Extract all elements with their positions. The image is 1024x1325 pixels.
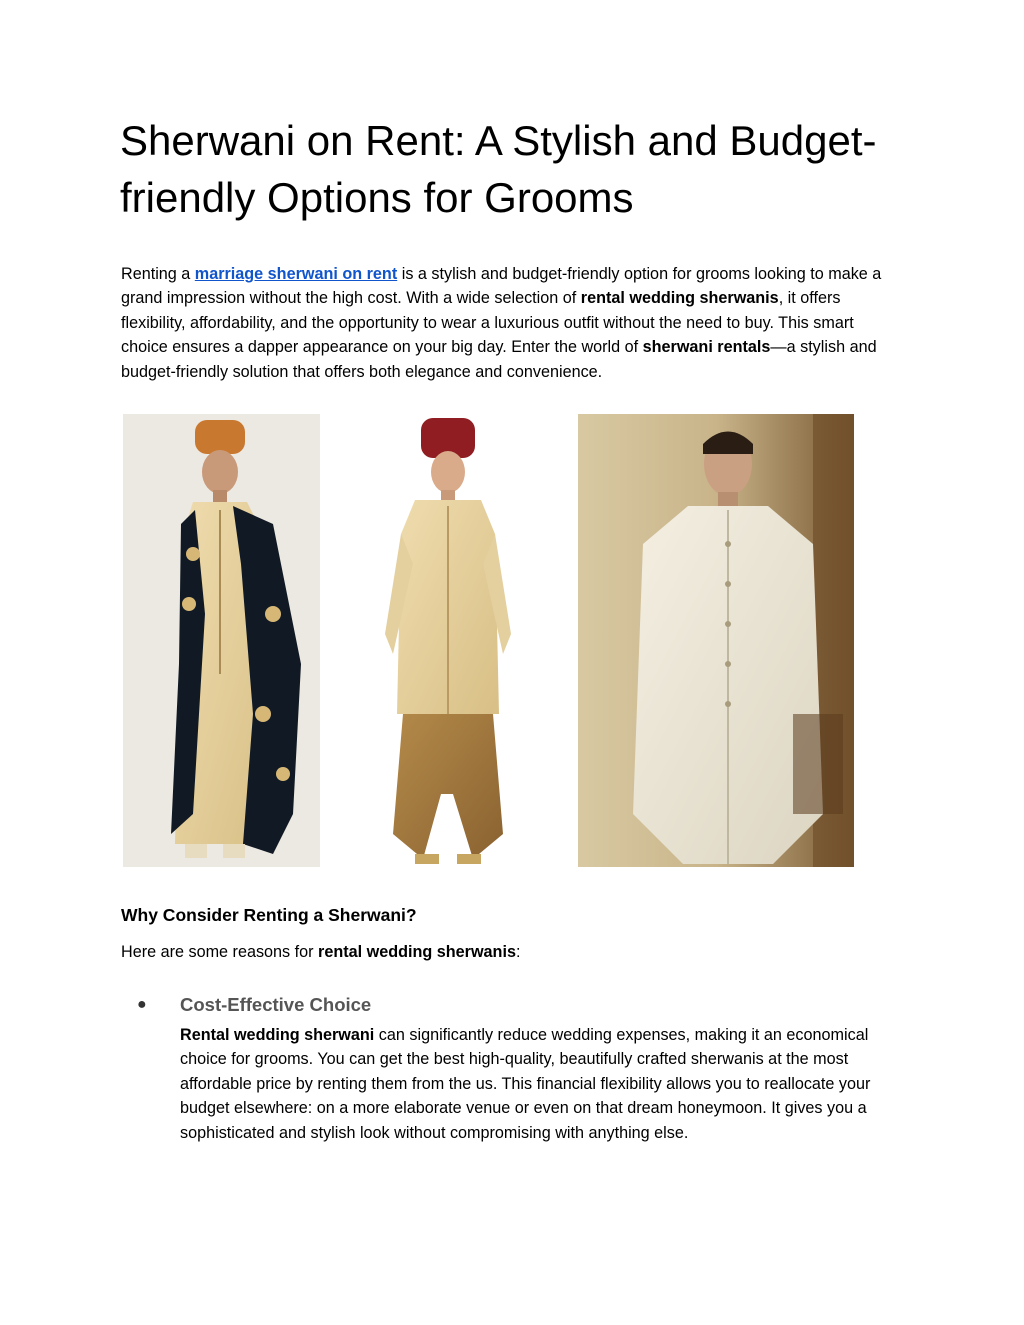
list-item-body-text: can significantly reduce wedding expenses, making it an economical choice for grooms. You can get the best high-quality, beautifully crafted sherwanis at the most affordable price by renting them from the us. This financial flexibility allows you to reallocate your budget elsewhere: on a more elaborate venue or even on that dream honeymoon. It gives you a sophisticated and stylish look without compromising with anything else. xyxy=(180,1026,871,1142)
reasons-lead-end: : xyxy=(515,943,521,961)
intro-text-1: Renting a xyxy=(121,265,195,283)
intro-text-4: —a stylish and budget-friendly solution that offers both elegance and convenience. xyxy=(121,338,877,381)
intro-paragraph xyxy=(121,262,901,384)
reasons-lead-text: Here are some reasons for xyxy=(121,943,319,961)
intro-text-2: is a stylish and budget-friendly option for grooms looking to make a grand impression without the high cost. With a wide selection of xyxy=(121,265,882,308)
marriage-sherwani-link[interactable]: marriage sherwani on rent xyxy=(194,265,398,283)
bullet-icon: ● xyxy=(137,996,147,1013)
groom-photo-3 xyxy=(578,414,854,867)
intro-bold-2: sherwani rentals xyxy=(642,338,771,357)
list-item-body-bold: Rental wedding sherwani xyxy=(180,1026,375,1044)
groom-photo-1 xyxy=(123,414,320,867)
groom-photo-2 xyxy=(320,414,578,867)
list-item-body xyxy=(180,1023,900,1145)
sherwani-photo-collage xyxy=(123,414,854,867)
reasons-lead xyxy=(121,941,520,963)
intro-bold-1: rental wedding sherwanis xyxy=(580,289,779,308)
page-title: Sherwani on Rent: A Stylish and Budget-friendly Options for Grooms xyxy=(120,117,877,221)
reasons-lead-bold: rental wedding sherwanis xyxy=(318,943,516,961)
section-heading: Why Consider Renting a Sherwani? xyxy=(121,905,417,925)
intro-text-3: , it offers flexibility, affordability, and the opportunity to wear a luxurious outfit without the need to buy. This smart choice ensures a dapper appearance on your big day. Enter the world of xyxy=(121,289,854,357)
list-item-title: Cost-Effective Choice xyxy=(180,994,372,1015)
